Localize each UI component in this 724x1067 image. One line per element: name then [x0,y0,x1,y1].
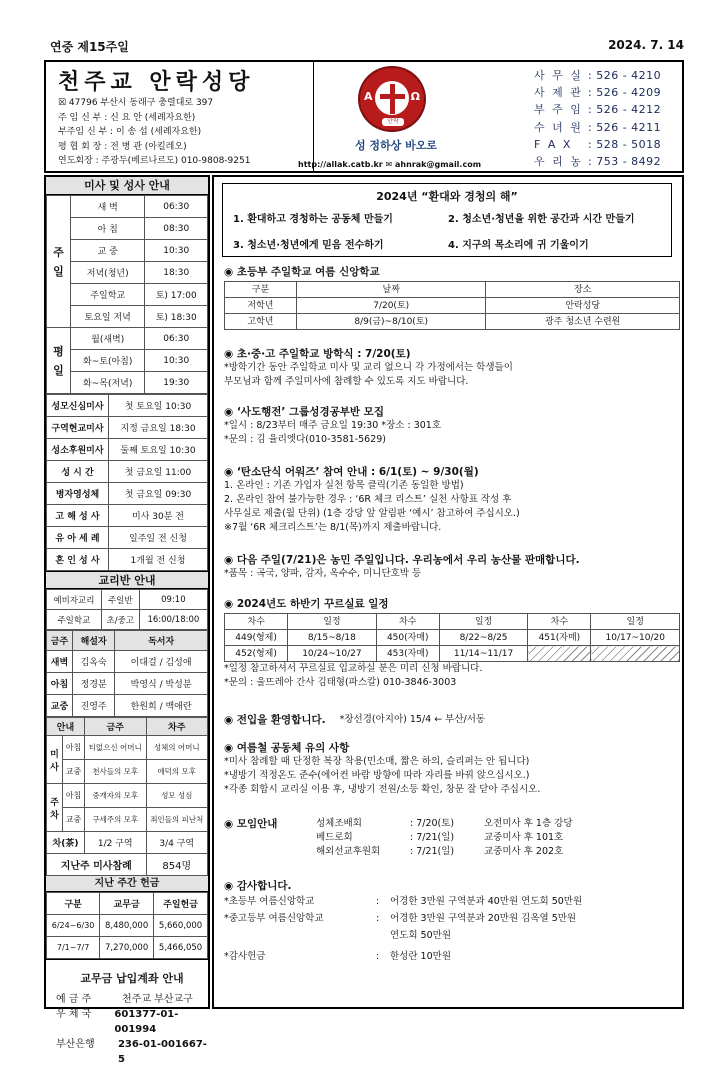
mass-time: 10:30 [145,350,208,372]
offering-amount: 5,660,000 [154,915,208,937]
service-mass: 교중 [63,760,85,784]
patron-saint: 성 정하상 바오로 [354,139,438,152]
duty-header: 해설자 [73,631,115,651]
section-title: ◉ 감사합니다. [224,880,292,892]
logo-alpha: A [364,90,373,103]
mass-name: 저녁(청년) [71,262,145,284]
empty-cell [528,646,591,662]
duty-mass: 새벽 [47,651,73,673]
service-mass: 아침 [63,784,85,808]
offering-header: 교무금 [100,893,154,915]
class-name: 예비자교리 [47,590,102,610]
sacrament-time: 첫 토요일 10:30 [109,395,208,417]
offering-header: 주일헌금 [154,893,208,915]
mass-name: 토요일 저녁 [71,306,145,328]
mass-name: 화~목(저녁) [71,372,145,394]
service-group: 성체의 어머니 [146,736,208,760]
service-header: 안내 [47,718,85,736]
offering-period: 6/24~6/30 [47,915,100,937]
sacrament-time: 일주일 전 신청 [109,527,208,549]
assistant-pastor: 부주임 신 부 : 이 송 섭 (세례자요한) [58,127,202,137]
meeting-row: 해외선교후원회 : 7/21(일) 교중미사 후 202호 [316,846,564,857]
reader-duty-table [46,630,208,717]
section-title: ◉ 초등부 주일학교 여름 신앙학교 [224,266,380,278]
commentator: 정경분 [73,673,115,695]
service-header: 금주 [85,718,147,736]
goal: 1. 환대하고 경청하는 공동체 만들기 [233,214,393,225]
farmers-sunday-section: ◉ 다음 주일(7/21)은 농민 주일입니다. 우리농에서 우리 농산물 판매합니다. *품목 : 곡국, 양파, 감자, 옥수수, 미니단호박 등 [224,553,680,581]
header-left [46,62,314,171]
sacrament-name: 성소후원미사 [47,439,109,461]
summer-notes-section: ◉ 여름철 공동체 유의 사항 *미사 참례할 때 단정한 복장 착용(민소매, 짧은 하의, 슬리퍼는 안 됩니다) *냉방기 적정온도 준수(에어컨 바람 방향에 따라 자리를 바꿔 앉으십시오.) *각종 회합시 교리실 이용 후, 냉방기 전원/소등 확인, 창문 잘 닫아 주십시오. [224,741,680,797]
sacrament-name: 성 시 간 [47,461,109,483]
year-theme-box [222,183,672,257]
duty-header: 금주 [47,631,73,651]
thanks-row: 연도회 50만원 [390,930,451,941]
phone-row: 부 주 임 : 526 - 4212 [534,103,662,117]
mass-schedule-heading: 미사 및 성사 안내 [46,177,208,195]
mass-time: 08:30 [145,218,208,240]
attendance-label: 지난주 미사참례 [47,854,147,876]
mass-name: 새 벽 [71,196,145,218]
class-time: 16:00/18:00 [139,610,207,630]
section-title: ◉ 여름철 공동체 유의 사항 [224,742,350,754]
service-group: 성모 성심 [146,784,208,808]
weekday-label: 평 일 [47,328,71,394]
section-title: ◉ 모임안내 [224,818,278,830]
thanks-row: *초등부 여름신앙학교 : 어경한 3만원 구역분과 40만원 연도회 50만원 [224,896,583,907]
section-title: ◉ ‘사도행전’ 그룹성경공부반 모집 [224,406,384,418]
attendance-count: 854명 [146,854,208,876]
catechism-heading: 교리반 안내 [46,571,208,589]
parking-service-label: 주 차 [47,784,63,832]
goal: 4. 지구의 목소리에 귀 기울이기 [448,240,589,251]
left-column [44,175,210,1065]
thanks-section [224,879,680,965]
phone-row: 사 무 실 : 526 - 4210 [534,69,662,82]
year-theme-title: 2024년 “환대와 경청의 해” [376,190,518,203]
service-header: 차주 [146,718,208,736]
church-logo-icon [358,66,426,132]
offering-table [46,892,208,959]
account-row: 우 체 국 601377-01-001994 [56,1009,179,1035]
sacrament-name: 병자영성체 [47,483,109,505]
mass-time: 06:30 [145,196,208,218]
mass-time: 18:30 [145,262,208,284]
carbon-fast-section: ◉ ‘탄소단식 어워즈’ 참여 안내 : 6/1(토) ~ 9/30(월) 1. 온라인 : 기존 가입자 실천 항목 클릭(기존 동일한 방법) 2. 온라인 참여 불가능한 경우 : ‘6R 체크 리스트’ 실천 사항표 작성 후 사무실로 제출(월 단위) (1층 강당 앞 알림판 ‘예시’ 참고하여 주십시오.) ※7월 ‘6R 체크리스트’는 8/1(목)까지 제출바랍니다. [224,465,680,535]
section-title: ◉ 초·중·고 주일학교 방학식 : 7/20(토) [224,348,411,360]
pastor: 주 임 신 부 : 신 요 안 (세례자요한) [58,112,196,123]
mass-name: 교 중 [71,240,145,262]
mass-name: 화~토(아침) [71,350,145,372]
account-box [46,959,208,1067]
meeting-row: ◉ 모임안내 성체조배회 : 7/20(토) 오전미사 후 1층 강당 [224,818,573,830]
mass-schedule-table [46,195,208,394]
liturgical-week: 연중 제15주일 [50,40,129,54]
sacrament-time: 첫 금요일 11:00 [109,461,208,483]
sacrament-name: 구역현교미사 [47,417,109,439]
service-group: 죄인들의 피난처 [146,808,208,832]
church-title: 천주교 안락성당 [58,69,255,95]
mass-time: 토) 17:00 [145,284,208,306]
service-group: 구세주의 모후 [85,808,147,832]
sacrament-name: 고 해 성 사 [47,505,109,527]
service-mass: 교중 [63,808,85,832]
sacrament-time: 첫 금요일 09:30 [109,483,208,505]
logo-omega: Ω [410,90,420,103]
tea-label: 차(茶) [47,832,85,854]
mass-name: 월(새벽) [71,328,145,350]
service-group: 천사들의 모후 [85,760,147,784]
cursillo-table: 차수 일정 차수 일정 차수 일정 449(형제) 8/15~8/18 450(자매) 8/22~8/25 451(자매) 10/17~10/20 452(형제) 10/24~10/27 453(자매) 11/14~11/17 [224,613,680,662]
address: ☒ 47796 부산시 동래구 충렬대로 397 [58,98,214,108]
phone-row: F A X : 528 - 5018 [534,137,662,151]
class-time: 09:10 [139,590,207,610]
summer-school-table: 구분 날짜 장소 저학년 7/20(토) 안락성당 고학년 8/9(금)~8/10(토) 광주 청소년 수련원 [224,281,680,330]
class-name: 주일학교 [47,610,102,630]
mass-time: 19:30 [145,372,208,394]
sacrament-time: 미사 30분 전 [109,505,208,527]
mass-time: 06:30 [145,328,208,350]
class-group: 주일반 [101,590,139,610]
account-row: 부산은행 236-01-001667-5 [56,1039,207,1065]
phone-row: 우 리 농 : 753 - 8492 [534,155,662,169]
council-president: 평 협 회 장 : 전 병 관 (아킬레오) [58,141,187,152]
summer-school-section [224,265,680,330]
mass-name: 주일학교 [71,284,145,306]
web-and-email[interactable]: http://allak.catb.kr ✉ ahnrak@gmail.com [298,160,482,169]
sacrament-name: 혼 인 성 사 [47,549,109,571]
commentator: 김옥숙 [73,651,115,673]
section-title: ◉ 다음 주일(7/21)은 농민 주일입니다. 우리농에서 우리 농산물 판매합니다. [224,554,580,566]
lectors: 이대걸 / 김성애 [115,651,208,673]
mass-time: 10:30 [145,240,208,262]
service-group: 애덕의 모후 [146,760,208,784]
offering-amount: 7,270,000 [100,937,154,959]
sacrament-time: 지정 금요일 18:30 [109,417,208,439]
lectors: 박영식 / 박성분 [115,673,208,695]
cursillo-section: ◉ 2024년도 하반기 꾸르실료 일정 차수 일정 차수 일정 차수 일정 449(형제) 8/15~8/18 450(자매) 8/22~8/25 451(자매) 10/17~10/20 452(형제) 10/24~10/27 453(자매) 11/14~11/17 *일정 참고하셔서 꾸르실료 입교하실 분은 미리 신청 바랍니다. *문의 : 울뜨레아 간사 김태형(파스칼) 010-3846-3003 [224,597,680,690]
tea-group: 1/2 구역 [85,832,147,854]
section-title: ◉ 2024년도 하반기 꾸르실료 일정 [224,598,389,610]
welcome-section [224,713,680,727]
mass-name: 아 침 [71,218,145,240]
lectors: 한원희 / 백애란 [115,695,208,717]
logo-label: 안락 [382,118,404,126]
church-info [58,96,250,169]
sunday-label: 주 일 [47,196,71,328]
bible-study-section: ◉ ‘사도행전’ 그룹성경공부반 모집 *일시 : 8/23부터 매주 금요일 19:30 *장소 : 301호 *문의 : 김 율리엣다(010-3581-5629) [224,405,680,447]
service-duty-table [46,717,208,876]
newcomer: *장선경(아지아) 15/4 ← 부산/서동 [339,714,486,725]
sacrament-name: 성모신심미사 [47,395,109,417]
memorial-president: 연도회장 : 주광두(베르나르도) 010-9808-9251 [58,156,251,166]
offering-amount: 5,466,050 [154,937,208,959]
account-heading: 교무금 납입계좌 안내 [80,972,184,985]
phone-row: 사 제 관 : 526 - 4209 [534,86,662,100]
tea-group: 3/4 구역 [146,832,208,854]
right-column [212,175,684,1009]
meetings-section [224,817,680,859]
offering-period: 7/1~7/7 [47,937,100,959]
class-group: 초/중고 [101,610,139,630]
top-line [44,38,684,58]
vacation-section: ◉ 초·중·고 주일학교 방학식 : 7/20(토) *방학기간 동안 주일학교 미사 및 교리 없으니 각 가정에서는 학생들이 부모님과 함께 주일미사에 참례할 수 있도록 지도 바랍니다. [224,347,680,389]
account-row: 예 금 주 천주교 부산교구 [56,994,193,1005]
sacrament-table [46,394,208,571]
sacrament-name: 유 아 세 례 [47,527,109,549]
phone-row: 수 녀 원 : 526 - 4211 [534,120,662,134]
thanks-row: *감사헌금 : 한성란 10만원 [224,951,451,962]
service-mass: 아침 [63,736,85,760]
section-title: ◉ 전입을 환영합니다. [224,714,326,726]
sacrament-time: 둘째 토요일 10:30 [109,439,208,461]
offering-heading: 지난 주간 헌금 [46,876,208,892]
sacrament-time: 1개월 전 신청 [109,549,208,571]
catechism-table [46,589,208,630]
empty-cell [591,646,680,662]
section-title: ◉ ‘탄소단식 어워즈’ 참여 안내 : 6/1(토) ~ 9/30(월) [224,466,479,478]
offering-amount: 8,480,000 [100,915,154,937]
goal: 2. 청소년·청년을 위한 공간과 시간 만들기 [448,214,635,225]
commentator: 진영주 [73,695,115,717]
service-group: 티없으신 어머니 [85,736,147,760]
service-group: 중개자의 모후 [85,784,147,808]
duty-mass: 교중 [47,695,73,717]
duty-mass: 아침 [47,673,73,695]
mass-time: 토) 18:30 [145,306,208,328]
goal: 3. 청소년·청년에게 믿음 전수하기 [233,240,384,251]
thanks-row: *중고등부 여름신앙학교 : 어경한 3만원 구역분과 20만원 김옥열 5만원 [224,913,577,924]
mass-service-label: 미 사 [47,736,63,784]
phone-list [534,67,682,170]
offering-header: 구분 [47,893,100,915]
duty-header: 독서자 [115,631,208,651]
issue-date: 2024. 7. 14 [608,38,684,52]
header [44,60,684,173]
meeting-row: 베드로회 : 7/21(일) 교중미사 후 101호 [316,832,564,843]
